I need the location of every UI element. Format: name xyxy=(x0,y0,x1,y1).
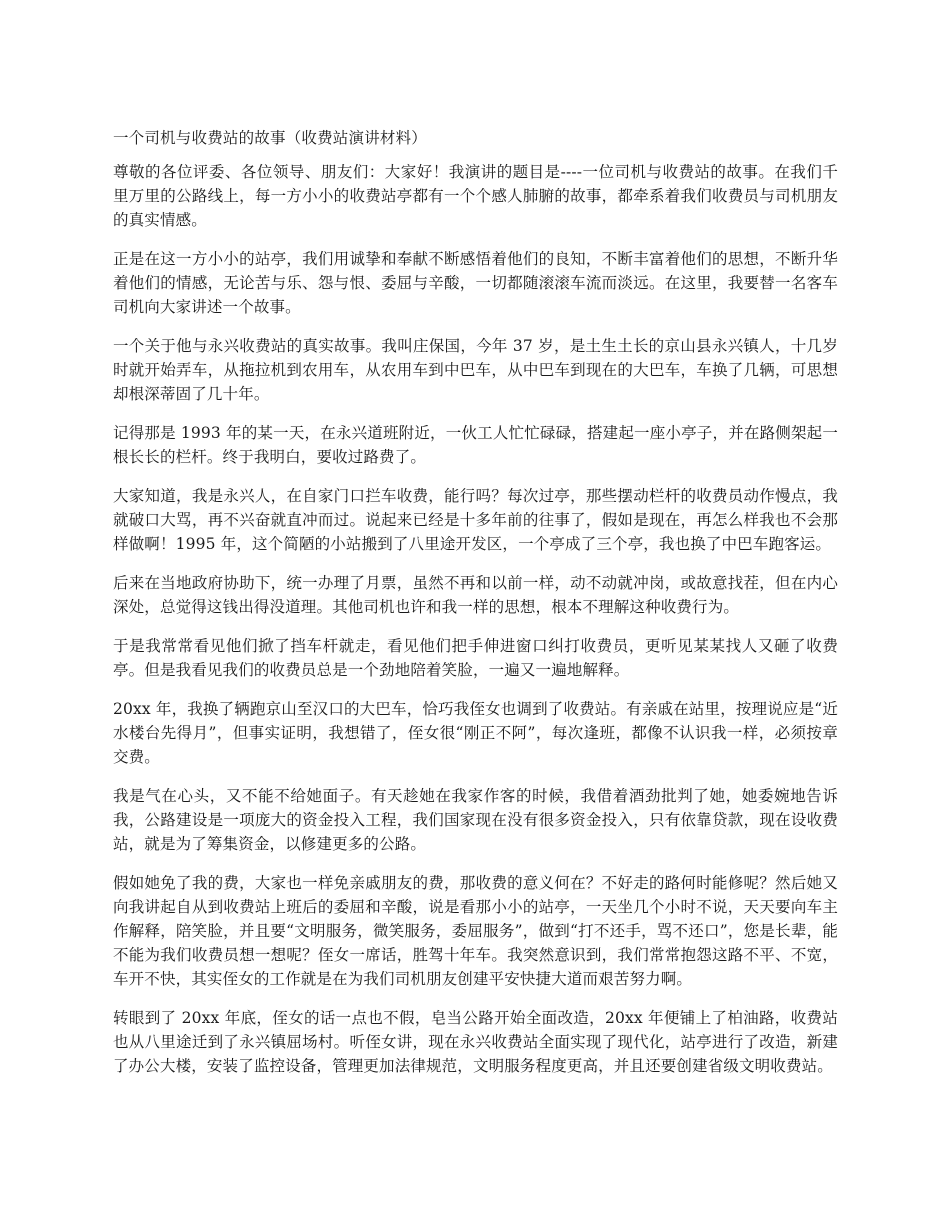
paragraph-monthly-pass: 后来在当地政府协助下，统一办理了月票，虽然不再和以前一样，动不动就冲岗，或故意找茬，但在内心深处，总觉得这钱出得没道理。其他司机也许和我一样的思想，根本不理解这种收费行为。 xyxy=(113,574,838,616)
paragraph-niece-explains: 我是气在心头，又不能不给她面子。有天趁她在我家作客的时候，我借着酒劲批判了她，她委婉地告诉我，公路建设是一项庞大的资金投入工程，我们国家现在没有很多资金投入，只有依靠贷款，现在设收费站，就是为了筹集资金，以修建更多的公路。 xyxy=(113,787,838,853)
paragraph-realization: 假如她免了我的费，大家也一样免亲戚朋友的费，那收费的意义何在？不好走的路何时能修呢？然后她又向我讲起自从到收费站上班后的委屈和辛酸，说是看那小小的站亭，一天坐几个小时不说，天天要向车主作解释，陪笑脸，并且要“文明服务，微笑服务，委屈服务”，做到“打不还手，骂不还口”，您是长辈，能不能为我们收费员想一想呢？侄女一席话，胜驾十年车。我突然意识到，我们常常抱怨这路不平、不宽，车开不快，其实侄女的工作就是在为我们司机朋友创建平安快捷大道而艰苦努力啊。 xyxy=(113,874,838,988)
paragraph-niece-joins: 20xx 年，我换了辆跑京山至汉口的大巴车，恰巧我侄女也调到了收费站。有亲戚在站里，按理说应是“近水楼台先得月”，但事实证明，我想错了，侄女很“刚正不阿”，每次逢班，都像不认识我一样，必须按章交费。 xyxy=(113,700,838,766)
paragraph-1993: 记得那是 1993 年的某一天，在永兴道班附近，一伙工人忙忙碌碌，搭建起一座小亭子，并在路侧架起一根长长的栏杆。终于我明白，要收过路费了。 xyxy=(113,424,838,466)
paragraph-past-behavior: 大家知道，我是永兴人，在自家门口拦车收费，能行吗？每次过亭，那些摆动栏杆的收费员动作慢点，我就破口大骂，再不兴奋就直冲而过。说起来已经是十多年前的往事了，假如是现在，再怎么样我也不会那样做啊！1995 年，这个简陋的小站搬到了八里途开发区，一个亭成了三个亭，我也换了中巴车跑客运。 xyxy=(113,487,838,553)
paragraph-other-drivers: 于是我常常看见他们掀了挡车杆就走，看见他们把手伸进窗口纠打收费员，更听见某某找人又砸了收费亭。但是我看见我们的收费员总是一个劲地陪着笑脸，一遍又一遍地解释。 xyxy=(113,637,838,679)
paragraph-modernization: 转眼到了 20xx 年底，侄女的话一点也不假，皂当公路开始全面改造，20xx 年便铺上了柏油路，收费站也从八里途迁到了永兴镇屈场村。听侄女讲，现在永兴收费站全面实现了现代化，站亭进行了改造，新建了办公大楼，安装了监控设备，管理更加法律规范，文明服务程度更高，并且还要创建省级文明收费站。 xyxy=(113,1009,838,1075)
paragraph-driver-intro: 一个关于他与永兴收费站的真实故事。我叫庄保国，今年 37 岁，是土生土长的京山县永兴镇人，十几岁时就开始弄车，从拖拉机到农用车，从农用车到中巴车，从中巴车到现在的大巴车，车换了几辆，可思想却根深蒂固了几十年。 xyxy=(113,337,838,403)
paragraph-greeting: 尊敬的各位评委、各位领导、朋友们：大家好！我演讲的题目是----一位司机与收费站的故事。在我们千里万里的公路线上，每一方小小的收费站亭都有一个个感人肺腑的故事，都牵系着我们收费员与司机朋友的真实情感。 xyxy=(113,163,838,229)
paragraph-booth: 正是在这一方小小的站亭，我们用诚挚和奉献不断感悟着他们的良知，不断丰富着他们的思想，不断升华着他们的情感，无论苦与乐、怨与恨、委屈与辛酸，一切都随滚滚车流而淡远。在这里，我要替一名客车司机向大家讲述一个故事。 xyxy=(113,250,838,316)
document-title: 一个司机与收费站的故事（收费站演讲材料） xyxy=(113,129,428,147)
